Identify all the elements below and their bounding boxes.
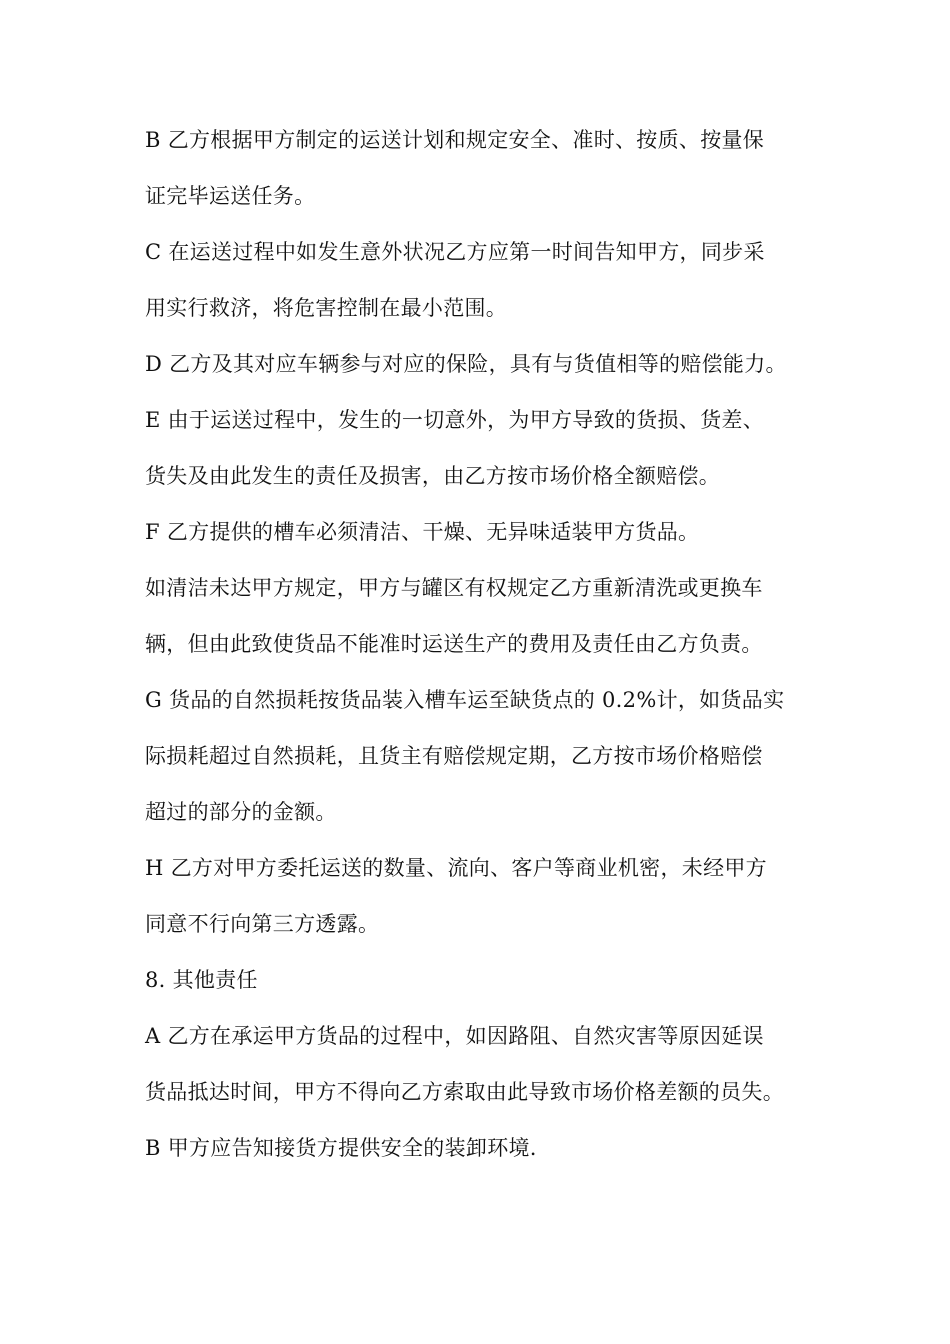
paragraph-line: F 乙方提供的槽车必须清洁、干燥、无异味适装甲方货品。 <box>145 520 700 544</box>
paragraph-line: 用实行救济，将危害控制在最小范围。 <box>145 296 508 320</box>
paragraph-line: 同意不行向第三方透露。 <box>145 912 380 936</box>
paragraph-line: 辆，但由此致使货品不能准时运送生产的费用及责任由乙方负责。 <box>145 632 763 656</box>
paragraph-line: B 乙方根据甲方制定的运送计划和规定安全、准时、按质、按量保 <box>145 128 765 152</box>
paragraph-line: B 甲方应告知接货方提供安全的装卸环境. <box>145 1136 537 1160</box>
paragraph-line: 如清洁未达甲方规定，甲方与罐区有权规定乙方重新清洗或更换车 <box>145 576 763 600</box>
paragraph-line: D 乙方及其对应车辆参与对应的保险，具有与货值相等的赔偿能力。 <box>145 352 787 376</box>
paragraph-line: 际损耗超过自然损耗，且货主有赔偿规定期，乙方按市场价格赔偿 <box>145 744 763 768</box>
paragraph-line: 证完毕运送任务。 <box>145 184 316 208</box>
paragraph-line: A 乙方在承运甲方货品的过程中，如因路阻、自然灾害等原因延误 <box>145 1024 764 1048</box>
paragraph-line: C 在运送过程中如发生意外状况乙方应第一时间告知甲方，同步采 <box>145 240 765 264</box>
paragraph-line: 货品抵达时间，甲方不得向乙方索取由此导致市场价格差额的员失。 <box>145 1080 784 1104</box>
paragraph-line: E 由于运送过程中，发生的一切意外，为甲方导致的货损、货差、 <box>145 408 765 432</box>
paragraph-line: H 乙方对甲方委托运送的数量、流向、客户等商业机密，未经甲方 <box>145 856 767 880</box>
section-heading: 8. 其他责任 <box>145 968 258 992</box>
paragraph-line: 超过的部分的金额。 <box>145 800 337 824</box>
paragraph-line: 货失及由此发生的责任及损害，由乙方按市场价格全额赔偿。 <box>145 464 721 488</box>
document-body <box>145 112 810 1176</box>
paragraph-line: G 货品的自然损耗按货品装入槽车运至缺货点的 0.2%计，如货品实 <box>145 688 785 712</box>
